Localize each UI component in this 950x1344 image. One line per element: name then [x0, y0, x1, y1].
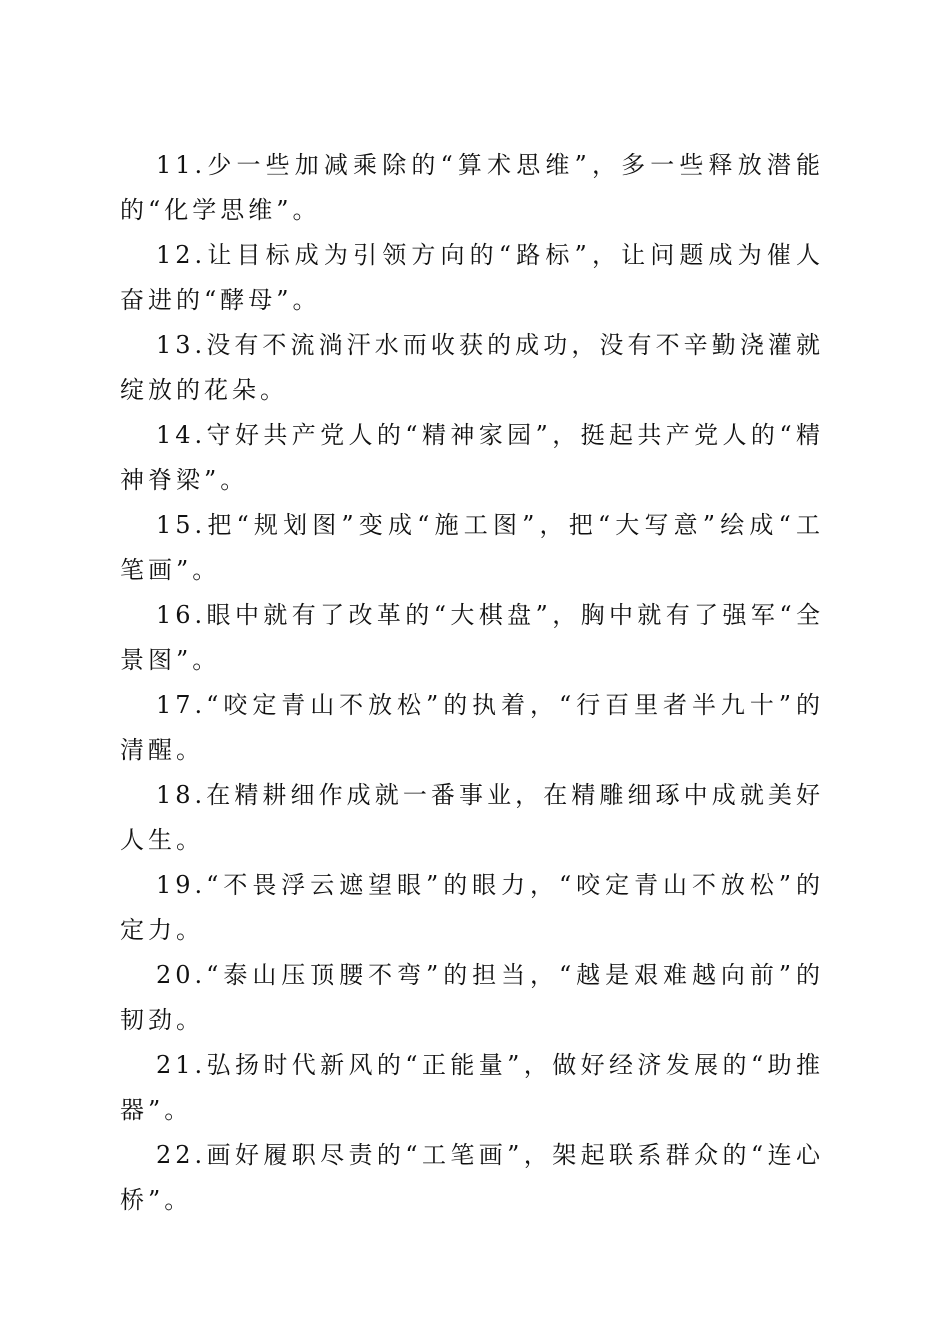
- list-item: 21.弘扬时代新风的“正能量”，做好经济发展的“助推器”。: [120, 1051, 824, 1124]
- list-item: 20.“泰山压顶腰不弯”的担当，“越是艰难越向前”的韧劲。: [120, 961, 824, 1034]
- list-item: 13.没有不流淌汗水而收获的成功，没有不辛勤浇灌就绽放的花朵。: [120, 331, 824, 404]
- list-item: 19.“不畏浮云遮望眼”的眼力，“咬定青山不放松”的定力。: [120, 871, 824, 944]
- list-item: 11.少一些加减乘除的“算术思维”，多一些释放潜能的“化学思维”。: [120, 151, 824, 224]
- list-item: 22.画好履职尽责的“工笔画”，架起联系群众的“连心桥”。: [120, 1141, 824, 1214]
- list-item: 12.让目标成为引领方向的“路标”，让问题成为催人奋进的“酵母”。: [120, 241, 824, 314]
- list-item: 18.在精耕细作成就一番事业，在精雕细琢中成就美好人生。: [120, 781, 824, 854]
- list-item: 17.“咬定青山不放松”的执着，“行百里者半九十”的清醒。: [120, 691, 824, 764]
- document-body: [120, 143, 824, 1223]
- list-item: 15.把“规划图”变成“施工图”，把“大写意”绘成“工笔画”。: [120, 511, 824, 584]
- list-item: 14.守好共产党人的“精神家园”，挺起共产党人的“精神脊梁”。: [120, 421, 824, 494]
- list-item: 16.眼中就有了改革的“大棋盘”，胸中就有了强军“全景图”。: [120, 601, 824, 674]
